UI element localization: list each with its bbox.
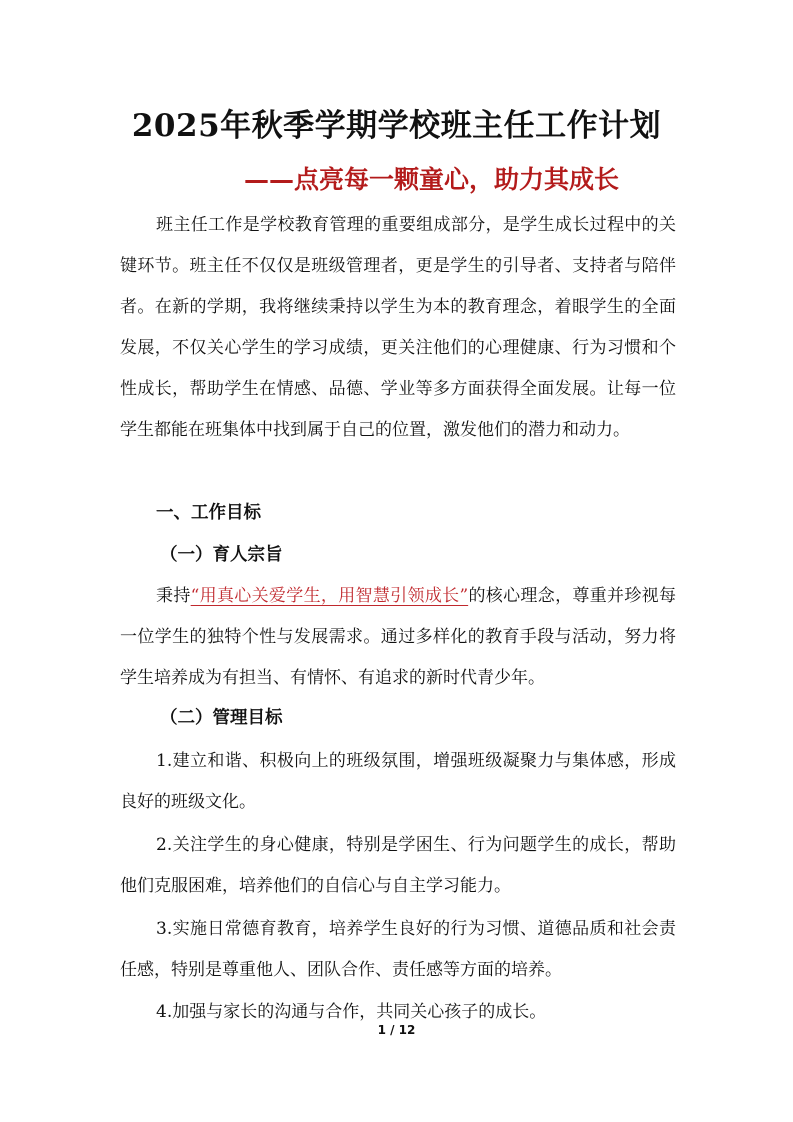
goal-item-4: 4.加强与家长的沟通与合作，共同关心孩子的成长。: [156, 1002, 547, 1022]
subsection-heading-management-goals: （二）管理目标: [160, 708, 283, 728]
page-number: 1 / 12: [377, 1023, 416, 1037]
goal-item-2: 2.关注学生的身心健康，特别是学困生、行为问题学生的成长，帮助他们克服困难，培养他们的自信心与自主学习能力。: [120, 835, 676, 896]
goal-item-3: 3.实施日常德育教育，培养学生良好的行为习惯、道德品质和社会责任感，特别是尊重他人、团队合作、责任感等方面的培养。: [120, 919, 676, 980]
goal-item-1: 1.建立和谐、积极向上的班级氛围，增强班级凝聚力与集体感，形成良好的班级文化。: [120, 751, 676, 812]
subsection-heading-education-purpose: （一）育人宗旨: [160, 545, 283, 565]
document-subtitle: ——点亮每一颗童心，助力其成长: [244, 165, 620, 194]
intro-paragraph: 班主任工作是学校教育管理的重要组成部分，是学生成长过程中的关键环节。班主任不仅仅是班级管理者，更是学生的引导者、支持者与陪伴者。在新的学期，我将继续秉持以学生为本的教育理念，着眼学生的全面发展，不仅关心学生的学习成绩，更关注他们的心理健康、行为习惯和个性成长，帮助学生在情感、品德、学业等多方面获得全面发展。让每一位学生都能在班集体中找到属于自己的位置，激发他们的潜力和动力。: [120, 215, 676, 440]
document-title: 2025年秋季学期学校班主任工作计划: [131, 108, 662, 144]
education-purpose-paragraph: [120, 576, 676, 699]
education-purpose-body: 的核心理念，尊重并珍视每一位学生的独特个性与发展需求。通过多样化的教育手段与活动，努力将学生培养成为有担当、有情怀、有追求的新时代青少年。: [120, 586, 676, 688]
section-heading-work-goals: 一、工作目标: [156, 503, 261, 523]
education-purpose-prefix: 秉持: [156, 586, 191, 606]
core-philosophy-quote: “用真心关爱学生，用智慧引领成长”: [190, 586, 469, 606]
